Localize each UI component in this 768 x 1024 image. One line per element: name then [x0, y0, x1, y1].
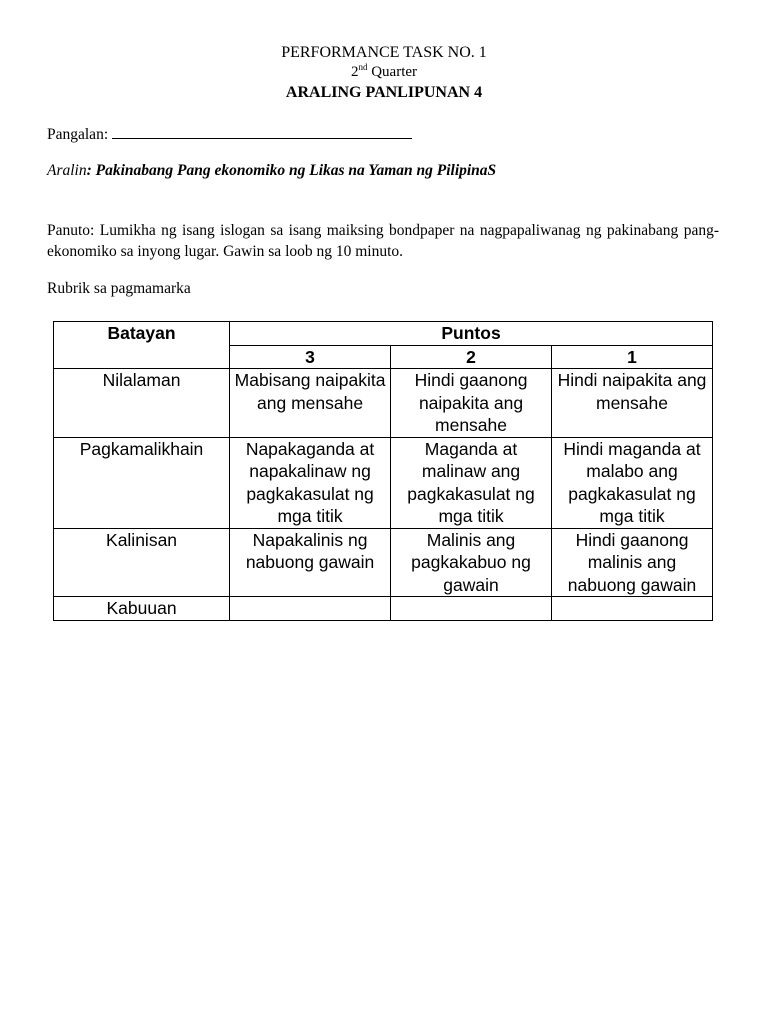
cell-score-2: Maganda at malinaw ang pagkakasulat ng mga titik [391, 437, 552, 528]
cell-score-2: Malinis ang pagkakabuo ng gawain [391, 528, 552, 597]
table-row [54, 597, 713, 621]
criterion-pagkamalikhain: Pagkamalikhain [54, 437, 230, 528]
score-1: 1 [552, 345, 713, 369]
cell-score-2 [391, 597, 552, 621]
cell-score-2: Hindi gaanong naipakita ang mensahe [391, 369, 552, 438]
name-blank-line [112, 124, 412, 139]
task-title: PERFORMANCE TASK NO. 1 [281, 44, 487, 61]
cell-score-1: Hindi gaanong malinis ang nabuong gawain [552, 528, 713, 597]
table-row [54, 528, 713, 597]
quarter-label: 2nd Quarter [350, 62, 418, 80]
lesson-title: : Pakinabang Pang ekonomiko ng Likas na Yaman ng PilipinaS [86, 162, 497, 179]
cell-score-3: Mabisang naipakita ang mensahe [230, 369, 391, 438]
cell-score-3: Napakaganda at napakalinaw ng pagkakasulat ng mga titik [230, 437, 391, 528]
cell-score-1 [552, 597, 713, 621]
table-row [54, 369, 713, 438]
header-batayan: Batayan [54, 322, 230, 369]
cell-score-3 [230, 597, 391, 621]
instructions: Panuto: Lumikha ng isang islogan sa isang maiksing bondpaper na nagpapaliwanag ng pakinabang pang-ekonomiko sa inyong lugar. Gawin sa loob ng 10 minuto. [47, 222, 719, 260]
score-3: 3 [230, 345, 391, 369]
header-puntos: Puntos [230, 322, 713, 346]
rubric-label: Rubrik sa pagmamarka [47, 280, 191, 297]
criterion-kabuuan: Kabuuan [54, 597, 230, 621]
cell-score-3: Napakalinis ng nabuong gawain [230, 528, 391, 597]
name-field-row [47, 124, 412, 144]
rubric-header-row [54, 322, 713, 346]
cell-score-1: Hindi naipakita ang mensahe [552, 369, 713, 438]
criterion-nilalaman: Nilalaman [54, 369, 230, 438]
cell-score-1: Hindi maganda at malabo ang pagkakasulat ng mga titik [552, 437, 713, 528]
score-2: 2 [391, 345, 552, 369]
criterion-kalinisan: Kalinisan [54, 528, 230, 597]
rubric-table [53, 321, 713, 621]
lesson-line [47, 162, 496, 180]
subject-title: ARALING PANLIPUNAN 4 [285, 84, 483, 101]
table-row [54, 437, 713, 528]
lesson-label: Aralin [47, 162, 87, 179]
name-label: Pangalan: [47, 126, 109, 143]
